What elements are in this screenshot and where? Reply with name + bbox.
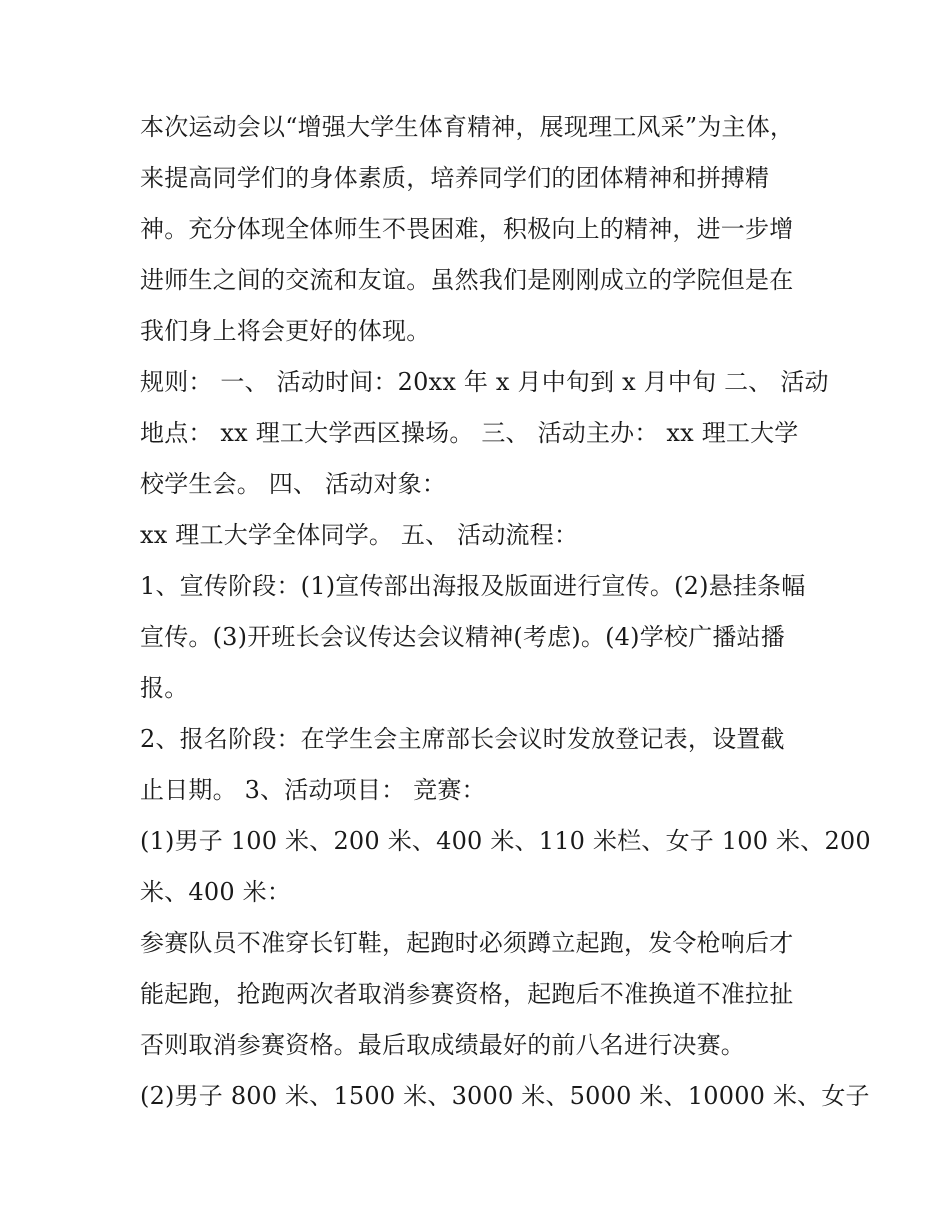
text-line: (1)男子 100 米、200 米、400 米、110 米栏、女子 100 米、200 (140, 827, 871, 855)
text-line: 本次运动会以“增强大学生体育精神，展现理工风采”为主体， (140, 113, 795, 141)
text-line: 我们身上将会更好的体现。 (140, 317, 431, 345)
text-line: 2、报名阶段：在学生会主席部长会议时发放登记表，设置截 (140, 725, 785, 753)
text-line: 报。 (140, 674, 189, 702)
text-line: 进师生之间的交流和友谊。虽然我们是刚刚成立的学院但是在 (140, 266, 794, 294)
text-line: 宣传。(3)开班长会议传达会议精神(考虑)。(4)学校广播站播 (140, 623, 785, 651)
text-line: 神。充分体现全体师生不畏困难，积极向上的精神，进一步增 (140, 215, 794, 243)
document-body (140, 102, 871, 1122)
text-line: 参赛队员不准穿长钉鞋，起跑时必须蹲立起跑，发令枪响后才 (140, 929, 794, 957)
text-line: (2)男子 800 米、1500 米、3000 米、5000 米、10000 米、女子 (140, 1082, 870, 1110)
text-line: 地点： xx 理工大学西区操场。 三、 活动主办： xx 理工大学 (140, 419, 799, 447)
text-line: 来提高同学们的身体素质，培养同学们的团体精神和拼搏精 (140, 164, 770, 192)
text-line: 米、400 米： (140, 878, 292, 906)
text-line: 否则取消参赛资格。最后取成绩最好的前八名进行决赛。 (140, 1031, 745, 1059)
text-line: 能起跑，抢跑两次者取消参赛资格，起跑后不准换道不准拉扯 (140, 980, 794, 1008)
text-line: 1、宣传阶段：(1)宣传部出海报及版面进行宣传。(2)悬挂条幅 (140, 572, 806, 600)
text-line: 止日期。 3、活动项目： 竞赛： (140, 776, 486, 804)
text-line: 校学生会。 四、 活动对象： (140, 470, 447, 498)
text-line: xx 理工大学全体同学。 五、 活动流程： (140, 521, 579, 549)
text-line: 规则： 一、 活动时间：20xx 年 x 月中旬到 x 月中旬 二、 活动 (140, 368, 829, 396)
